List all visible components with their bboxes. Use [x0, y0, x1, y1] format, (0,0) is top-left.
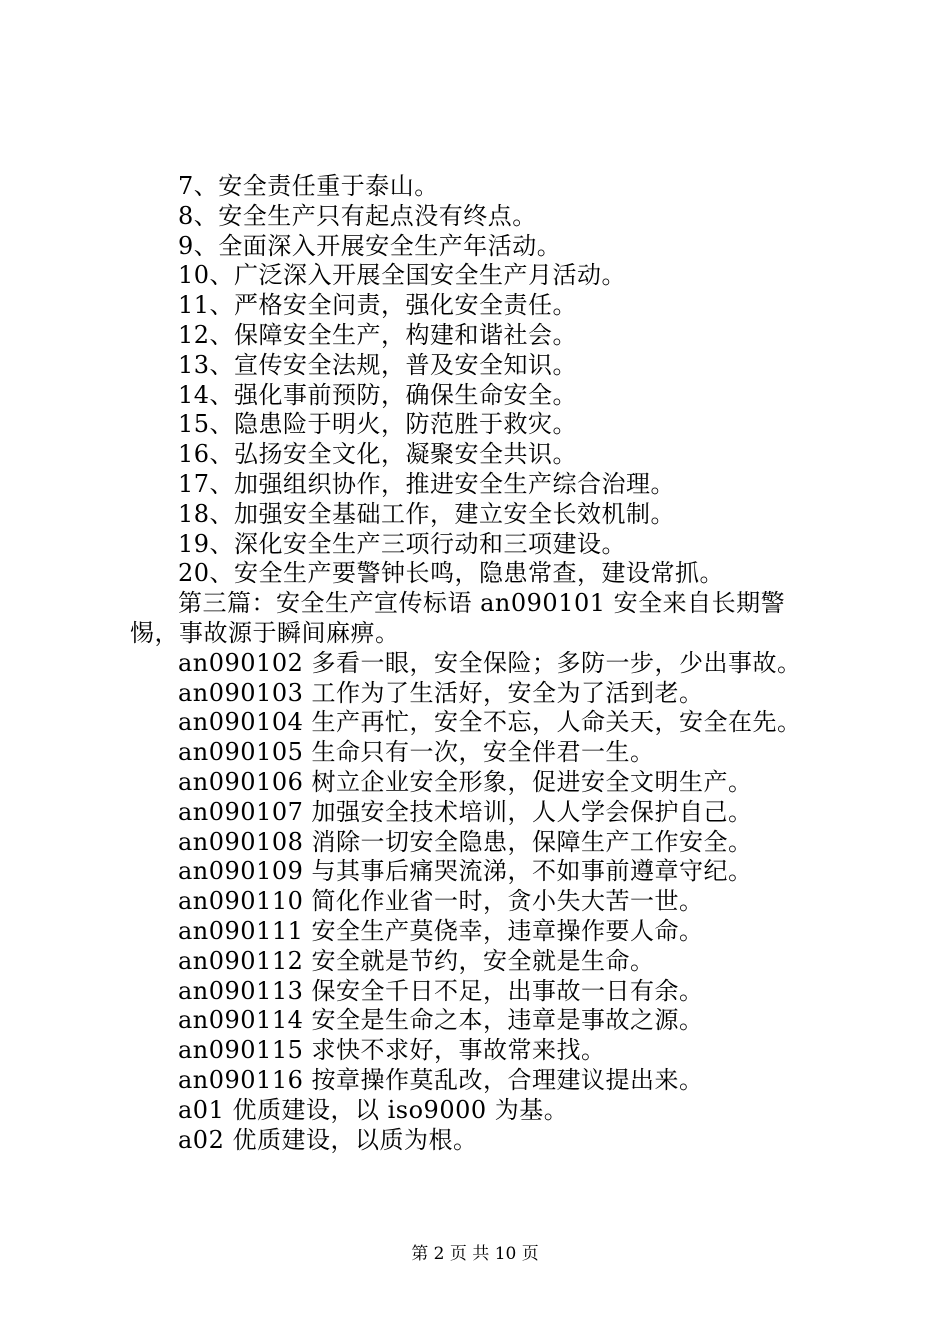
- slogan-line: 20、安全生产要警钟长鸣，隐患常查，建设常抓。: [178, 559, 725, 588]
- slogan-line: an090109 与其事后痛哭流涕，不如事前遵章守纪。: [178, 857, 753, 886]
- slogan-line: an090113 保安全千日不足，出事故一日有余。: [178, 976, 704, 1005]
- slogan-line: 11、严格安全问责，强化安全责任。: [178, 291, 578, 320]
- slogan-line: a02 优质建设，以质为根。: [178, 1125, 478, 1154]
- slogan-line: a01 优质建设，以 iso9000 为基。: [178, 1095, 569, 1124]
- slogan-line: an090102 多看一眼，安全保险；多防一步，少出事故。: [178, 648, 802, 677]
- slogan-line: an090107 加强安全技术培训，人人学会保护自己。: [178, 797, 753, 826]
- slogan-line: an090106 树立企业安全形象，促进安全文明生产。: [178, 767, 753, 796]
- slogan-line: 13、宣传安全法规，普及安全知识。: [178, 350, 578, 379]
- slogan-line: 14、强化事前预防，确保生命安全。: [178, 380, 578, 409]
- slogan-line: an090111 安全生产莫侥幸，违章操作要人命。: [178, 916, 704, 945]
- slogan-line: 15、隐患险于明火，防范胜于救灾。: [178, 410, 578, 439]
- slogan-line: 16、弘扬安全文化，凝聚安全共识。: [178, 440, 578, 469]
- slogan-line: an090103 工作为了生活好，安全为了活到老。: [178, 678, 704, 707]
- slogan-line: an090116 按章操作莫乱改，合理建议提出来。: [178, 1065, 704, 1094]
- slogan-line: an090115 求快不求好，事故常来找。: [178, 1036, 606, 1065]
- section-heading: 第三篇：安全生产宣传标语 an090101 安全来自长期警惕，事故源于瞬间麻痹。: [130, 589, 786, 647]
- slogan-line: an090110 简化作业省一时，贪小失大苦一世。: [178, 887, 704, 916]
- slogan-line: 17、加强组织协作，推进安全生产综合治理。: [178, 469, 676, 498]
- slogan-line: 12、保障安全生产，构建和谐社会。: [178, 320, 578, 349]
- slogan-line: an090104 生产再忙，安全不忘，人命关天，安全在先。: [178, 708, 802, 737]
- document-body: [130, 172, 830, 1155]
- slogan-line: 8、安全生产只有起点没有终点。: [178, 201, 537, 230]
- slogan-line: 19、深化安全生产三项行动和三项建设。: [178, 529, 627, 558]
- page-footer: 第 2 页 共 10 页: [411, 1244, 539, 1264]
- slogan-line: 10、广泛深入开展全国安全生产月活动。: [178, 261, 627, 290]
- slogan-line: an090114 安全是生命之本，违章是事故之源。: [178, 1006, 704, 1035]
- slogan-line: 7、安全责任重于泰山。: [178, 172, 439, 200]
- slogan-list-a: [130, 172, 830, 589]
- slogan-line: 9、全面深入开展安全生产年活动。: [178, 231, 562, 260]
- slogan-list-b: [130, 649, 830, 1156]
- slogan-line: an090108 消除一切安全隐患，保障生产工作安全。: [178, 827, 753, 856]
- slogan-line: an090105 生命只有一次，安全伴君一生。: [178, 738, 655, 767]
- slogan-line: an090112 安全就是节约，安全就是生命。: [178, 946, 655, 975]
- slogan-line: 18、加强安全基础工作，建立安全长效机制。: [178, 499, 676, 528]
